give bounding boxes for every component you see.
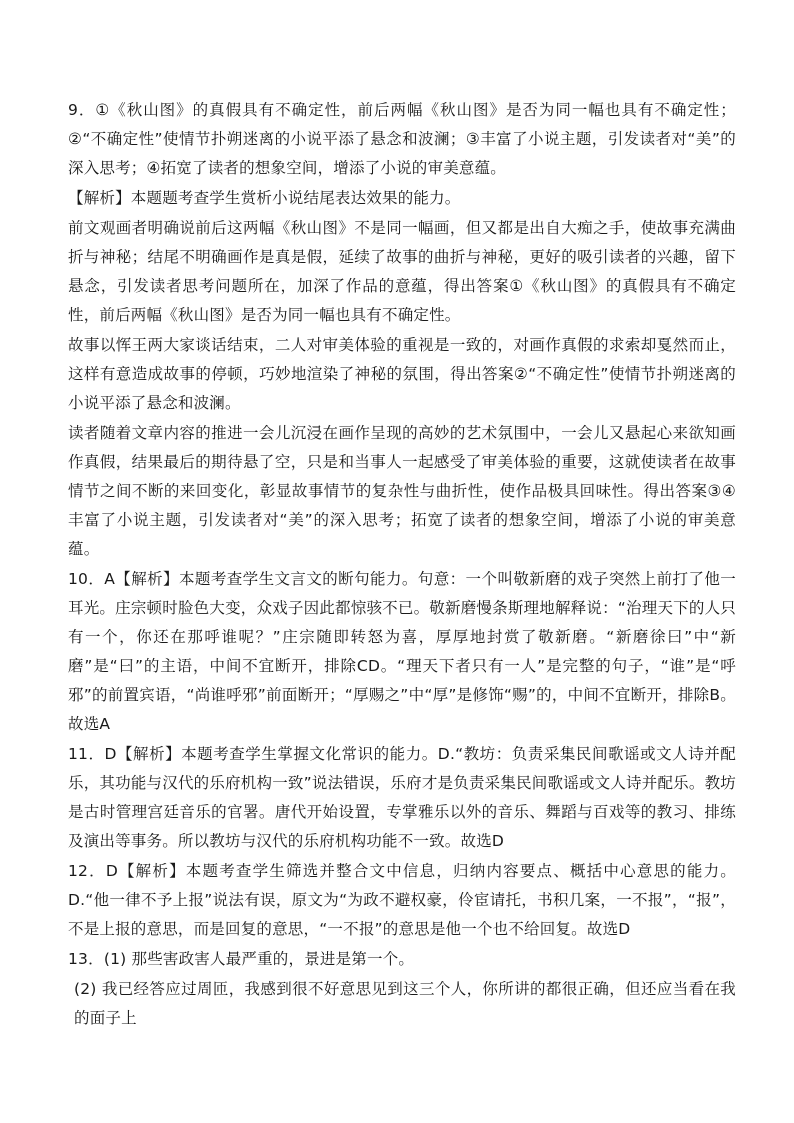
answer-11: 11．D【解析】本题考查学生掌握文化常识的能力。D.“教坊：负责采集民间歌谣或文人诗并配乐，其功能与汉代的乐府机构一致”说法错误，乐府才是负责采集民间歌谣或文人诗并配乐。教坊是古时管理宫廷音乐的官署。唐代开始设置，专掌雅乐以外的音乐、舞蹈与百戏等的教习、排练及演出等事务。所以教坊与汉代的乐府机构功能不一致。故选D: [68, 745, 736, 850]
answer-9: 9．①《秋山图》的真假具有不确定性，前后两幅《秋山图》是否为同一幅也具有不确定性；②“不确定性”使情节扑朔迷离的小说平添了悬念和波澜；③丰富了小说主题，引发读者对“美”的深入思考；④拓宽了读者的想象空间，增添了小说的审美意蕴。: [68, 101, 736, 177]
document-page: [68, 96, 736, 1033]
answer-13-part-1: 13．(1) 那些害政害人最严重的，景进是第一个。: [68, 950, 415, 968]
answer-13-part-2: (2) 我已经答应过周匝，我感到很不好意思见到这三个人，你所讲的都很正确，但还应当看在我的面子上: [74, 980, 736, 1027]
analysis-paragraph-2: 故事以恽王两大家谈话结束，二人对审美体验的重视是一致的，对画作真假的求索却戛然而止，这样有意造成故事的停顿，巧妙地渲染了神秘的氛围，得出答案②“不确定性”使情节扑朔迷离的小说平添了悬念和波澜。: [68, 336, 736, 412]
analysis-paragraph-3: 读者随着文章内容的推进一会儿沉浸在画作呈现的高妙的艺术氛围中，一会儿又悬起心来欲知画作真假，结果最后的期待悬了空，只是和当事人一起感受了审美体验的重要，这就使读者在故事情节之间不断的来回变化，彰显故事情节的复杂性与曲折性，使作品极具回味性。得出答案③④丰富了小说主题，引发读者对“美”的深入思考；拓宽了读者的想象空间，增添了小说的审美意蕴。: [68, 424, 736, 558]
analysis-paragraph-1: 前文观画者明确说前后这两幅《秋山图》不是同一幅画，但又都是出自大痴之手，使故事充满曲折与神秘；结尾不明确画作是真是假，延续了故事的曲折与神秘，更好的吸引读者的兴趣，留下悬念，引发读者思考问题所在，加深了作品的意蕴，得出答案①《秋山图》的真假具有不确定性，前后两幅《秋山图》是否为同一幅也具有不确定性。: [68, 219, 736, 324]
analysis-heading: 【解析】本题题考查学生赏析小说结尾表达效果的能力。: [68, 189, 461, 207]
answer-10: 10．A【解析】本题考查学生文言文的断句能力。句意：一个叫敬新磨的戏子突然上前打了他一耳光。庄宗顿时脸色大变，众戏子因此都惊骇不已。敬新磨慢条斯理地解释说：“治理天下的人只有一个，你还在那呼谁呢？”庄宗随即转怒为喜，厚厚地封赏了敬新磨。“新磨徐曰”中“新磨”是“曰”的主语，中间不宜断开，排除CD。“理天下者只有一人”是完整的句子，“谁”是“呼邪”的前置宾语，“尚谁呼邪”前面断开；“厚赐之”中“厚”是修饰“赐”的，中间不宜断开，排除B。故选A: [68, 570, 736, 733]
answer-12: 12．D【解析】本题考查学生筛选并整合文中信息，归纳内容要点、概括中心意思的能力。D.“他一律不予上报”说法有误，原文为“为政不避权豪，伶宦请托，书积几案，一不报”，“报”，不是上报的意思，而是回复的意思，“一不报”的意思是他一个也不给回复。故选D: [68, 862, 736, 938]
